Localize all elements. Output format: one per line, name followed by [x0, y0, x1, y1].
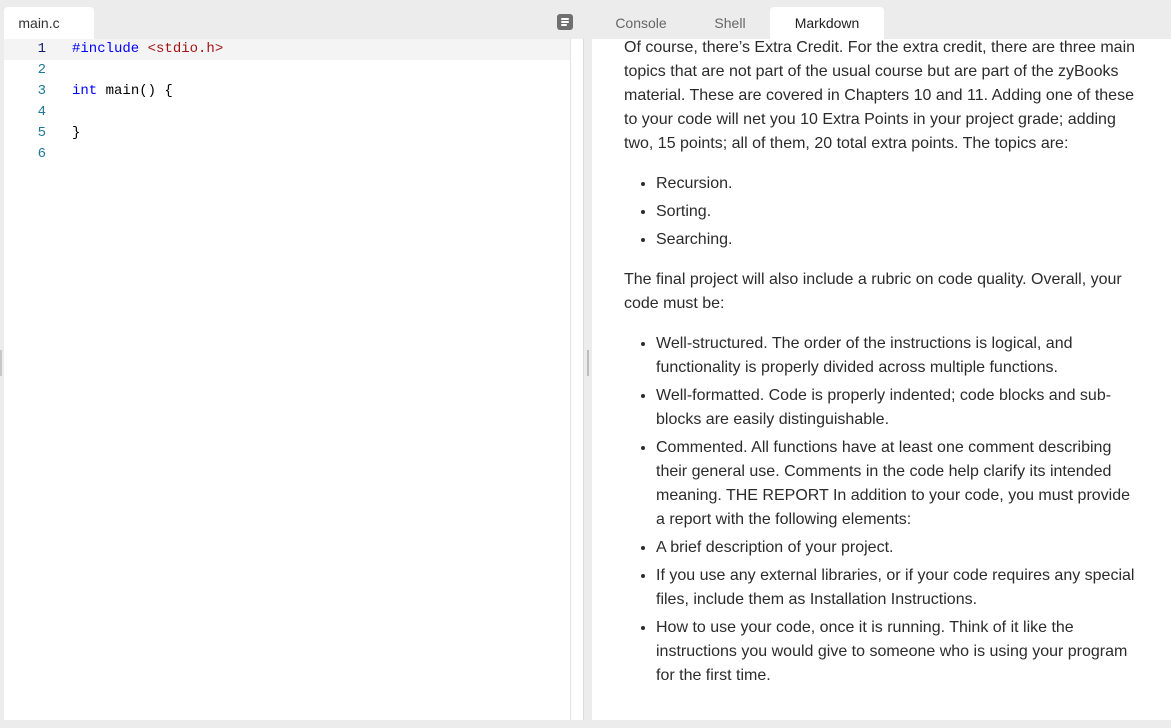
code-token: #include: [72, 41, 148, 57]
pane-resize-handle[interactable]: [587, 350, 589, 376]
code-text: [72, 81, 173, 102]
tab-shell[interactable]: Shell: [714, 15, 746, 31]
code-editor[interactable]: [4, 39, 584, 720]
code-text: [72, 39, 223, 60]
list-item: • A brief description of your project.: [656, 536, 1136, 560]
markdown-content: [624, 39, 1136, 704]
list-item: • Well-structured. The order of the instructions is logical, and functionality is properly divided across multiple functions.: [656, 332, 1136, 380]
line-number: 5: [37, 125, 46, 141]
code-token: <stdio.h>: [147, 41, 224, 57]
code-token: int: [72, 83, 98, 99]
code-line[interactable]: [4, 144, 570, 165]
line-number: 3: [37, 83, 46, 99]
list-item: • Commented. All functions have at least one comment describing their general use. Comments in the code help clarify its intended meaning. THE REPORT In addition to your code, you must provide a report with the following elements:: [656, 436, 1136, 532]
tab-markdown[interactable]: Markdown: [770, 7, 884, 39]
line-number: 4: [37, 104, 46, 120]
left-edge-handle[interactable]: [0, 350, 2, 376]
quality-list: [624, 332, 1136, 688]
code-text: [72, 123, 80, 144]
list-item: • Sorting.: [656, 200, 1136, 224]
list-item: • How to use your code, once it is running. Think of it like the instructions you would give to someone who is using your program for the first time.: [656, 616, 1136, 688]
output-tabbar: [592, 0, 1171, 39]
markdown-viewer[interactable]: [592, 39, 1171, 720]
line-number: 1: [37, 41, 46, 57]
list-item: • If you use any external libraries, or if your code requires any special files, include them as Installation Instructions.: [656, 564, 1136, 612]
code-token: main() {: [97, 83, 173, 99]
code-line[interactable]: [4, 81, 570, 102]
document-icon[interactable]: [557, 14, 573, 30]
editor-tabbar: [0, 0, 584, 39]
file-tab-main-c[interactable]: main.c: [4, 7, 94, 39]
editor-pane: [0, 0, 584, 728]
code-line[interactable]: [4, 60, 570, 81]
list-item: • Searching.: [656, 228, 1136, 252]
quality-paragraph: The final project will also include a rubric on code quality. Overall, your code must be:: [624, 271, 1122, 312]
topics-list: [624, 172, 1136, 252]
code-line[interactable]: [4, 102, 570, 123]
intro-paragraph: Of course, there’s Extra Credit. For the extra credit, there are three main topics that are not part of the usual course but are part of the zyBooks material. These are covered in Chapters 10 and 11. Adding one of these to your code will net you 10 Extra Points in your project grade; adding two, 15 points; all of them, 20 total extra points. The topics are:: [624, 39, 1136, 152]
line-number: 2: [37, 62, 46, 78]
tab-console[interactable]: Console: [615, 15, 667, 31]
code-token: }: [72, 125, 81, 141]
output-pane: [592, 0, 1171, 728]
list-item: • Recursion.: [656, 172, 1136, 196]
editor-vertical-ruler: [570, 39, 571, 720]
list-item: • Well-formatted. Code is properly indented; code blocks and sub-blocks are easily distinguishable.: [656, 384, 1136, 432]
code-line[interactable]: [4, 123, 570, 144]
code-line[interactable]: [4, 39, 570, 60]
line-number: 6: [37, 146, 46, 162]
